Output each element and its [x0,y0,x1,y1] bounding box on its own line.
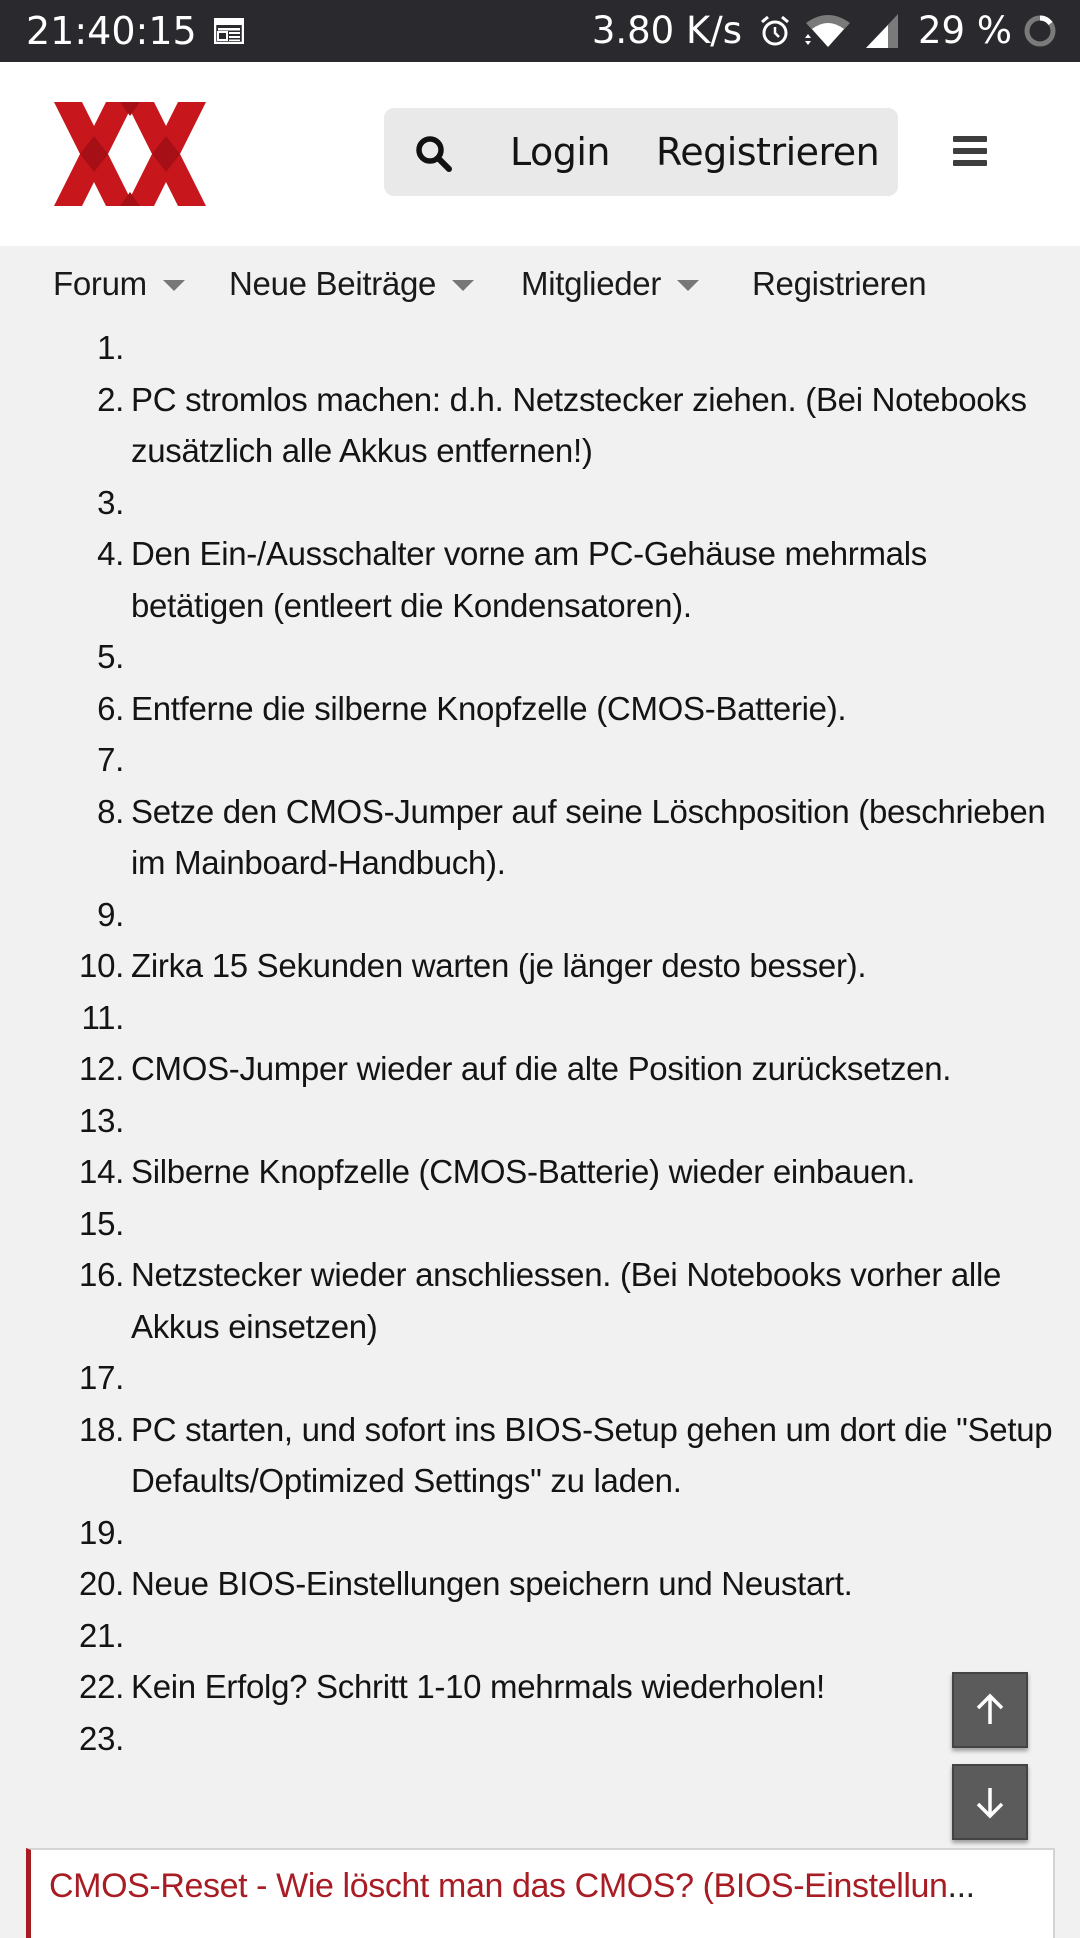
list-item: 13. [79,1101,124,1139]
related-thread-title[interactable]: CMOS-Reset - Wie löscht man das CMOS? (BIOS-Einstellun... [49,1867,975,1905]
battery-percent: 29 % [918,9,1012,52]
list-item: 4. Den Ein-/Ausschalter vorne am PC-Gehäuse mehrmals betätigen (entleert die Kondensatoren). [97,535,927,624]
nav-label: Neue Beiträge [229,265,437,302]
list-item: 11. [81,998,124,1036]
nav-label: Registrieren [752,265,927,302]
list-item: 17. [79,1359,124,1396]
list-item: 18. PC starten, und sofort ins BIOS-Setup gehen um dort die "Setup Defaults/Optimized Settings" zu laden. [79,1410,1053,1499]
steps-list [0,322,1080,1764]
list-item: 9. [97,895,124,933]
cell-signal-icon [864,12,900,50]
list-item: 8. Setze den CMOS-Jumper auf seine Löschposition (beschrieben im Mainboard-Handbuch). [97,792,1046,881]
list-item: 3. [97,483,124,521]
site-logo[interactable] [54,102,206,206]
list-item: 10. Zirka 15 Sekunden warten (je länger desto besser). [79,947,867,984]
list-item: 19. [79,1513,124,1551]
list-item: 2. PC stromlos machen: d.h. Netzstecker ziehen. (Bei Notebooks zusätzlich alle Akkus entfernen!) [97,380,1027,469]
nav-label: Forum [53,265,147,302]
list-item: 6. Entferne die silberne Knopfzelle (CMOS-Batterie). [97,689,847,727]
wifi-icon [802,13,854,49]
register-link[interactable]: Registrieren [656,130,880,174]
battery-ring-icon [1022,13,1058,49]
hamburger-icon[interactable] [953,136,987,166]
calendar-icon [214,18,244,44]
post-content [0,322,1080,1764]
list-item: 16. Netzstecker wieder anschliessen. (Bei Notebooks vorher alle Akkus einsetzen) [79,1256,1002,1345]
arrow-up-icon [970,1690,1010,1730]
site-header [0,62,1080,246]
list-item: 22. Kein Erfolg? Schritt 1-10 mehrmals wiederholen! [79,1668,825,1705]
nav-new-posts[interactable] [229,264,474,304]
nav-label: Mitglieder [521,265,662,302]
scroll-to-top-button[interactable] [952,1672,1028,1748]
status-icons [592,8,1058,54]
nav-members[interactable] [521,264,699,304]
login-link[interactable]: Login [510,130,611,174]
list-item: 7. [97,741,124,778]
nav-forum[interactable] [53,264,185,304]
status-bar [0,0,1080,62]
scroll-to-bottom-button[interactable] [952,1764,1028,1840]
alarm-icon [758,14,792,48]
list-item: 15. [79,1204,124,1242]
nav-register[interactable] [752,264,926,304]
list-item: 5. [97,638,124,675]
caret-down-icon[interactable] [452,280,474,291]
account-bar [384,108,898,196]
list-item: 12. CMOS-Jumper wieder auf die alte Position zurücksetzen. [79,1050,952,1087]
caret-down-icon[interactable] [163,280,185,291]
main-nav [0,246,1080,326]
list-item: 1. [97,329,124,366]
arrow-down-icon [970,1782,1010,1822]
caret-down-icon[interactable] [677,280,699,291]
list-item: 23. [79,1719,124,1757]
list-item: 20. Neue BIOS-Einstellungen speichern und Neustart. [79,1565,853,1602]
related-thread-card[interactable] [26,1848,1055,1938]
list-item: 21. [79,1616,124,1654]
network-speed: 3.80 K/s [591,9,742,52]
search-icon[interactable] [414,134,454,174]
clock: 21:40:15 [26,9,197,53]
list-item: 14. Silberne Knopfzelle (CMOS-Batterie) wieder einbauen. [79,1153,916,1190]
ellipsis: ... [947,1867,975,1905]
